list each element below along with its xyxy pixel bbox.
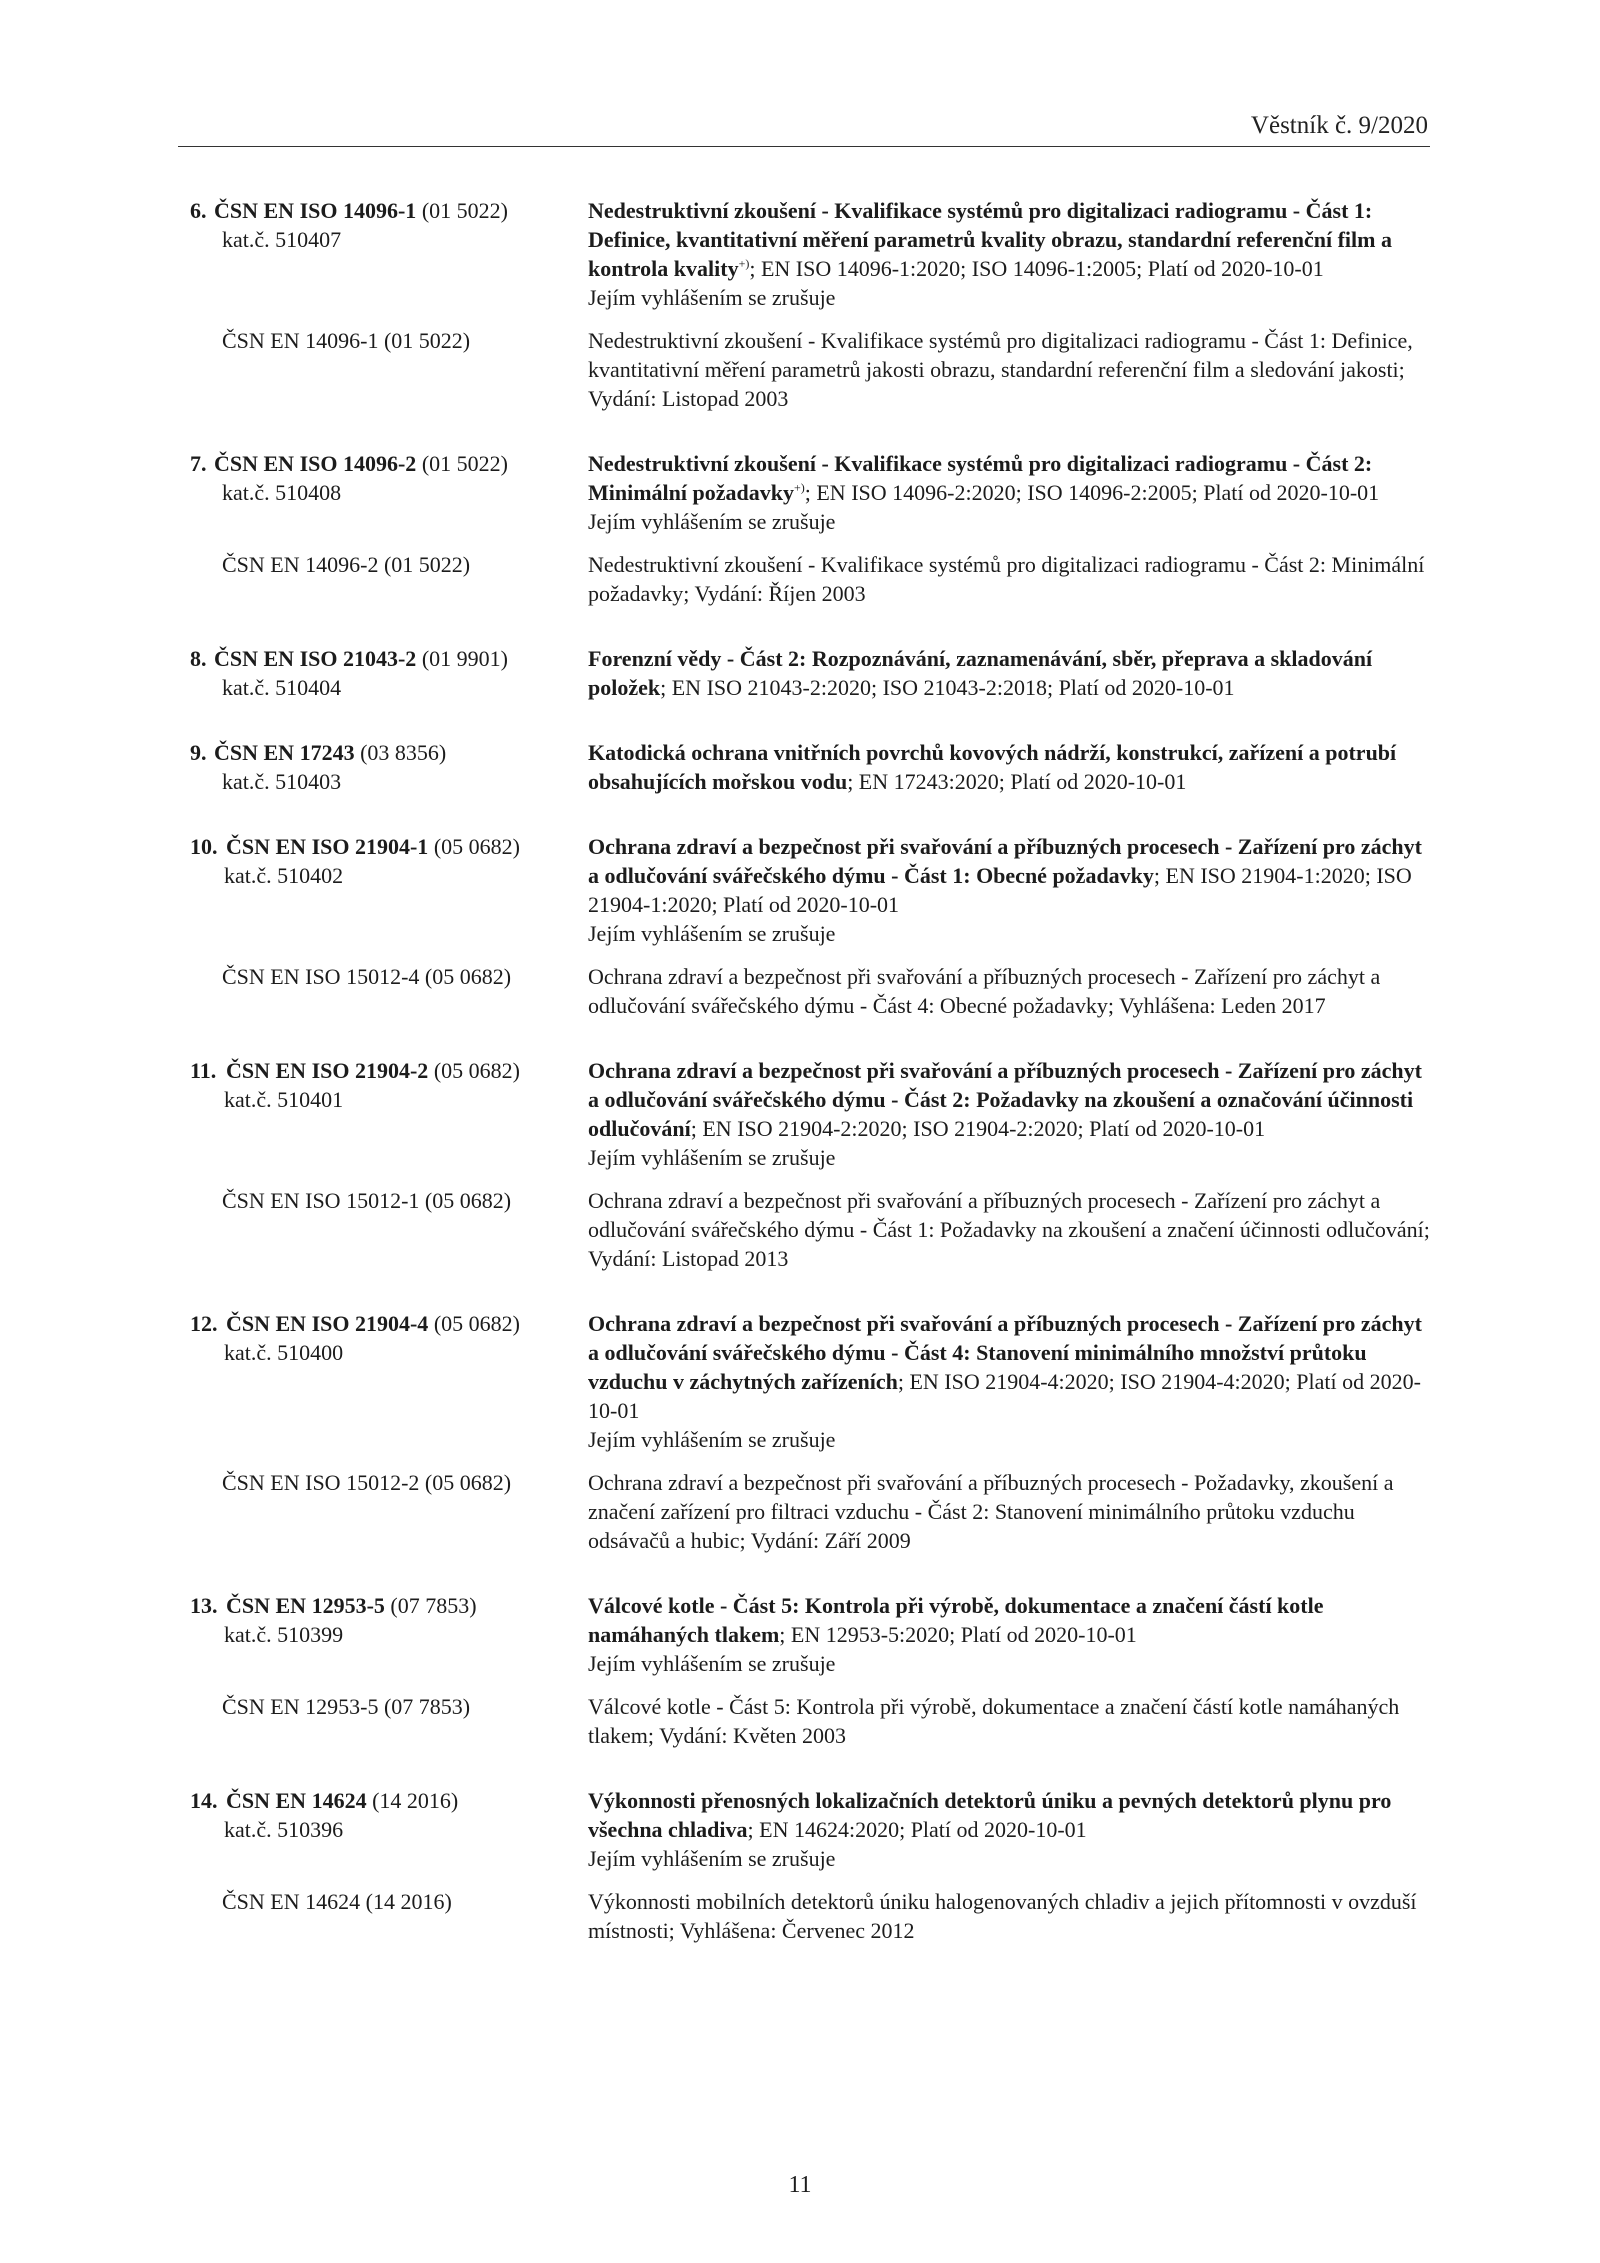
replacement-note: Jejím vyhlášením se zrušuje [588, 921, 836, 946]
standard-entry [190, 1309, 1440, 1555]
cancelled-standard-text: Nedestruktivní zkoušení - Kvalifikace systémů pro digitalizaci radiogramu - Část 1: Definice, kvantitativní měření parametrů jakosti obrazu, standardní referenční film a sledování jakosti; Vydání: Listopad 2003 [588, 328, 1413, 411]
standard-details: ; EN 17243:2020; Platí od 2020-10-01 [847, 769, 1187, 794]
cancelled-standard-text: Válcové kotle - Část 5: Kontrola při výrobě, dokumentace a značení částí kotle namáhaných tlakem; Vydání: Květen 2003 [588, 1694, 1400, 1748]
catalog-number: kat.č. 510400 [224, 1340, 344, 1365]
cancelled-standard-text: Ochrana zdraví a bezpečnost při svařování a příbuzných procesech - Zařízení pro záchyt a odlučování svářečského dýmu - Část 1: Požadavky na zkoušení a značení účinnosti odlučování; Vydání: Listopad 2013 [588, 1188, 1430, 1271]
standard-details: ; EN ISO 21904-2:2020; ISO 21904-2:2020; Platí od 2020-10-01 [690, 1116, 1266, 1141]
standard-details: ; EN ISO 14096-2:2020; ISO 14096-2:2005; Platí od 2020-10-01 [804, 480, 1380, 505]
replacement-note: Jejím vyhlášením se zrušuje [588, 1145, 836, 1170]
standard-code: ČSN EN ISO 14096-2 [214, 451, 417, 476]
standard-title: Válcové kotle - Část 5: Kontrola při výrobě, dokumentace a značení částí kotle namáhaných tlakem [588, 1593, 1324, 1647]
entry-number: 7. [190, 451, 207, 476]
page-number: 11 [788, 2172, 812, 2198]
standard-details: ; EN 14624:2020; Platí od 2020-10-01 [747, 1817, 1087, 1842]
replacement-note: Jejím vyhlášením se zrušuje [588, 285, 836, 310]
entry-number: 13. [190, 1593, 218, 1618]
standard-entry [190, 1786, 1440, 1945]
entry-number: 9. [190, 740, 207, 765]
classification-code: (01 9901) [421, 646, 508, 671]
entry-number: 10. [190, 834, 218, 859]
cancelled-standard-code: ČSN EN 14096-1 (01 5022) [222, 328, 471, 353]
classification-code: (14 2016) [372, 1788, 459, 1813]
catalog-number: kat.č. 510407 [222, 227, 342, 252]
cancelled-standard-text: Ochrana zdraví a bezpečnost při svařování a příbuzných procesech - Požadavky, zkoušení a značení zařízení pro filtraci vzduchu - Část 2: Stanovení minimálního průtoku vzduchu odsávačů a hubic; Vydání: Září 2009 [588, 1470, 1394, 1553]
standard-code: ČSN EN ISO 21904-2 [226, 1058, 429, 1083]
classification-code: (03 8356) [360, 740, 447, 765]
cancelled-standard-code: ČSN EN ISO 15012-1 (05 0682) [222, 1188, 512, 1213]
catalog-number: kat.č. 510401 [224, 1087, 344, 1112]
classification-code: (05 0682) [433, 1311, 520, 1336]
cancelled-standard-text: Nedestruktivní zkoušení - Kvalifikace systémů pro digitalizaci radiogramu - Část 2: Minimální požadavky; Vydání: Říjen 2003 [588, 552, 1425, 606]
entry-number: 11. [190, 1058, 217, 1083]
standard-title: Nedestruktivní zkoušení - Kvalifikace systémů pro digitalizaci radiogramu - Část 2: Minimální požadavky [588, 451, 1373, 505]
standard-title: Forenzní vědy - Část 2: Rozpoznávání, zaznamenávání, sběr, přeprava a skladování položek [588, 646, 1373, 700]
entry-number: 12. [190, 1311, 218, 1336]
replacement-note: Jejím vyhlášením se zrušuje [588, 1651, 836, 1676]
classification-code: (05 0682) [433, 834, 520, 859]
standard-details: ; EN ISO 14096-1:2020; ISO 14096-1:2005; Platí od 2020-10-01 [749, 256, 1324, 281]
classification-code: (05 0682) [433, 1058, 520, 1083]
standard-entry [190, 738, 1440, 796]
entry-number: 6. [190, 198, 207, 223]
standard-details: ; EN 12953-5:2020; Platí od 2020-10-01 [779, 1622, 1137, 1647]
replacement-note: Jejím vyhlášením se zrušuje [588, 509, 836, 534]
standard-code: ČSN EN 12953-5 [226, 1593, 385, 1618]
classification-code: (07 7853) [390, 1593, 477, 1618]
standard-entry [190, 644, 1440, 702]
cancelled-standard-code: ČSN EN ISO 15012-4 (05 0682) [222, 964, 512, 989]
standard-title: Katodická ochrana vnitřních povrchů kovových nádrží, konstrukcí, zařízení a potrubí obsahujících mořskou vodu [588, 740, 1397, 794]
standard-details: ; EN ISO 21043-2:2020; ISO 21043-2:2018; Platí od 2020-10-01 [660, 675, 1235, 700]
standard-title: Ochrana zdraví a bezpečnost při svařování a příbuzných procesech - Zařízení pro záchyt a odlučování svářečského dýmu - Část 2: Požadavky na zkoušení a označování účinnosti odlučování [588, 1058, 1422, 1141]
cancelled-standard-text: Výkonnosti mobilních detektorů úniku halogenovaných chladiv a jejich přítomnosti v ovzduší místnosti; Vyhlášena: Červenec 2012 [588, 1889, 1417, 1943]
standard-entry [190, 449, 1440, 608]
replacement-note: Jejím vyhlášením se zrušuje [588, 1846, 836, 1871]
catalog-number: kat.č. 510403 [222, 769, 342, 794]
standard-code: ČSN EN 17243 [214, 740, 355, 765]
footnote-mark: +) [793, 480, 805, 495]
standards-list [190, 196, 1440, 1981]
standard-details: ; EN ISO 21904-1:2020; ISO 21904-1:2020; Platí od 2020-10-01 [588, 863, 1412, 917]
standard-code: ČSN EN ISO 14096-1 [214, 198, 417, 223]
standard-title: Výkonnosti přenosných lokalizačních detektorů úniku a pevných detektorů plynu pro všechna chladiva [588, 1788, 1392, 1842]
entry-number: 8. [190, 646, 207, 671]
classification-code: (01 5022) [421, 198, 508, 223]
journal-title: Věstník č. 9/2020 [1250, 112, 1428, 139]
catalog-number: kat.č. 510396 [224, 1817, 344, 1842]
catalog-number: kat.č. 510408 [222, 480, 342, 505]
standard-code: ČSN EN 14624 [226, 1788, 367, 1813]
standard-title: Nedestruktivní zkoušení - Kvalifikace systémů pro digitalizaci radiogramu - Část 1: Definice, kvantitativní měření parametrů kvality obrazu, standardní referenční film a kontrola kvality [588, 198, 1392, 281]
standard-entry [190, 1056, 1440, 1273]
cancelled-standard-code: ČSN EN 12953-5 (07 7853) [222, 1694, 471, 1719]
standard-code: ČSN EN ISO 21904-4 [226, 1311, 429, 1336]
page-header [178, 110, 1430, 147]
standard-title: Ochrana zdraví a bezpečnost při svařování a příbuzných procesech - Zařízení pro záchyt a odlučování svářečského dýmu - Část 1: Obecné požadavky [588, 834, 1422, 888]
classification-code: (01 5022) [421, 451, 508, 476]
catalog-number: kat.č. 510404 [222, 675, 342, 700]
standard-entry [190, 196, 1440, 413]
cancelled-standard-text: Ochrana zdraví a bezpečnost při svařování a příbuzných procesech - Zařízení pro záchyt a odlučování svářečského dýmu - Část 4: Obecné požadavky; Vyhlášena: Leden 2017 [588, 964, 1381, 1018]
footnote-mark: +) [738, 256, 750, 271]
standard-entry [190, 1591, 1440, 1750]
standard-code: ČSN EN ISO 21904-1 [226, 834, 429, 859]
cancelled-standard-code: ČSN EN 14096-2 (01 5022) [222, 552, 471, 577]
standard-details: ; EN ISO 21904-4:2020; ISO 21904-4:2020; Platí od 2020-10-01 [588, 1369, 1421, 1423]
entry-number: 14. [190, 1788, 218, 1813]
catalog-number: kat.č. 510402 [224, 863, 344, 888]
standard-title: Ochrana zdraví a bezpečnost při svařování a příbuzných procesech - Zařízení pro záchyt a odlučování svářečského dýmu - Část 4: Stanovení minimálního množství průtoku vzduchu v záchytných zařízeních [588, 1311, 1422, 1394]
cancelled-standard-code: ČSN EN ISO 15012-2 (05 0682) [222, 1470, 512, 1495]
standard-code: ČSN EN ISO 21043-2 [214, 646, 417, 671]
catalog-number: kat.č. 510399 [224, 1622, 344, 1647]
cancelled-standard-code: ČSN EN 14624 (14 2016) [222, 1889, 452, 1914]
standard-entry [190, 832, 1440, 1020]
replacement-note: Jejím vyhlášením se zrušuje [588, 1427, 836, 1452]
